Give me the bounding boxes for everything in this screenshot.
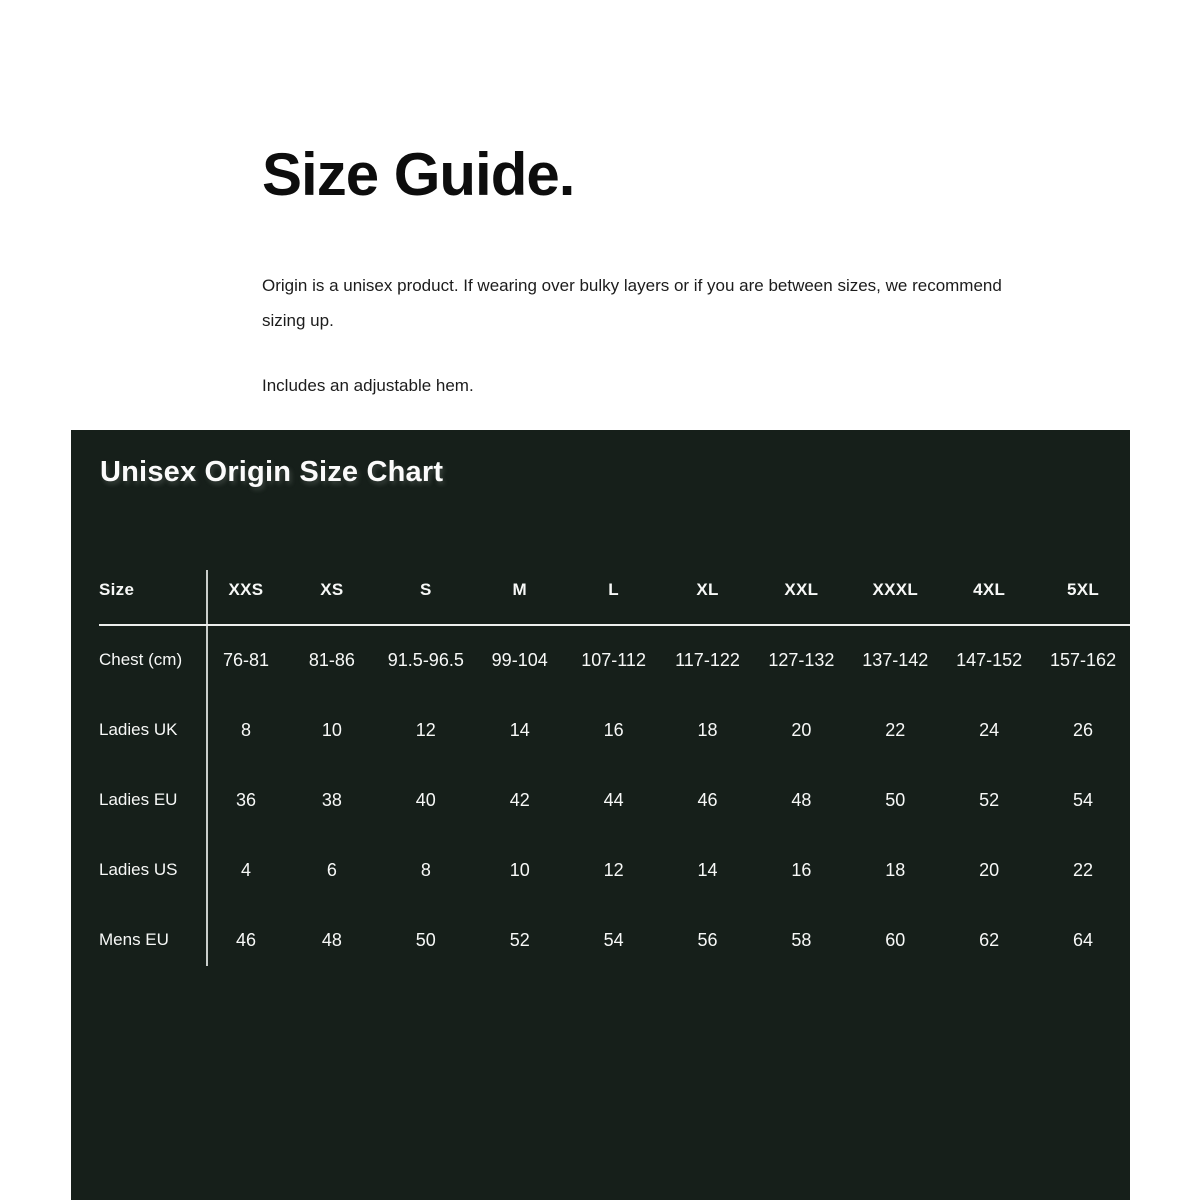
size-cell: 81-86: [308, 649, 355, 670]
column-header: XXXL: [872, 579, 919, 599]
column-header-size: Size: [99, 579, 135, 599]
size-cell: 117-122: [675, 649, 740, 670]
column-header: 4XL: [973, 579, 1006, 599]
size-cell: 18: [885, 859, 906, 880]
size-cell: 14: [697, 859, 718, 880]
column-header: XXS: [228, 579, 264, 599]
adjustable-hem-note: Includes an adjustable hem.: [262, 376, 474, 395]
size-cell: 46: [235, 929, 257, 950]
row-label: Ladies UK: [99, 720, 178, 739]
row-label: Chest (cm): [99, 650, 183, 669]
size-chart-table: [99, 554, 1130, 975]
size-cell: 99-104: [491, 649, 548, 670]
size-cell: 20: [791, 719, 812, 740]
size-cell: 10: [321, 719, 342, 740]
size-cell: 76-81: [222, 649, 270, 670]
size-cell: 24: [979, 719, 1000, 740]
size-cell: 8: [420, 859, 431, 880]
size-cell: 12: [603, 859, 624, 880]
size-cell: 147-152: [956, 649, 1023, 670]
size-cell: 16: [603, 719, 624, 740]
column-header: XL: [696, 579, 719, 599]
size-cell: 22: [885, 719, 906, 740]
size-cell: 22: [1073, 859, 1094, 880]
size-cell: 20: [979, 859, 1000, 880]
size-cell: 60: [885, 929, 906, 950]
size-cell: 52: [509, 929, 530, 950]
size-cell: 6: [326, 859, 337, 880]
size-cell: 46: [697, 789, 718, 810]
size-cell: 127-132: [768, 649, 835, 670]
column-header: L: [608, 579, 619, 599]
size-cell: 8: [240, 719, 251, 740]
size-cell: 54: [603, 929, 624, 950]
intro-paragraph: Origin is a unisex product. If wearing over bulky layers or if you are between sizes, we recommend sizing up.: [262, 276, 1002, 330]
column-header: XXL: [784, 579, 819, 599]
size-cell: 50: [885, 789, 906, 810]
size-cell: 56: [697, 929, 718, 950]
size-cell: 44: [603, 789, 624, 810]
row-label: Mens EU: [99, 930, 169, 949]
column-header: XS: [320, 579, 344, 599]
size-cell: 107-112: [581, 649, 646, 670]
size-cell: 91.5-96.5: [387, 649, 464, 670]
size-cell: 48: [321, 929, 342, 950]
size-cell: 157-162: [1050, 649, 1117, 670]
size-chart-title: Unisex Origin Size Chart: [100, 456, 444, 488]
size-cell: 64: [1073, 929, 1094, 950]
column-header: M: [512, 579, 527, 599]
size-cell: 52: [979, 789, 1000, 810]
size-cell: 16: [791, 859, 812, 880]
size-cell: 12: [415, 719, 436, 740]
size-cell: 42: [509, 789, 530, 810]
size-cell: 48: [791, 789, 812, 810]
size-cell: 38: [321, 789, 342, 810]
row-label: Ladies EU: [99, 790, 178, 809]
size-cell: 36: [235, 789, 257, 810]
size-cell: 40: [415, 789, 436, 810]
size-cell: 4: [240, 859, 251, 880]
row-label: Ladies US: [99, 860, 178, 879]
size-cell: 50: [415, 929, 436, 950]
size-cell: 14: [509, 719, 530, 740]
size-cell: 137-142: [862, 649, 929, 670]
size-cell: 26: [1073, 719, 1094, 740]
column-header: S: [420, 579, 432, 599]
size-cell: 58: [791, 929, 812, 950]
size-chart-panel: [71, 430, 1130, 1200]
size-cell: 62: [979, 929, 1000, 950]
size-cell: 10: [509, 859, 530, 880]
page-title: Size Guide.: [262, 141, 575, 208]
column-header: 5XL: [1067, 579, 1100, 599]
size-cell: 54: [1073, 789, 1094, 810]
size-cell: 18: [697, 719, 718, 740]
